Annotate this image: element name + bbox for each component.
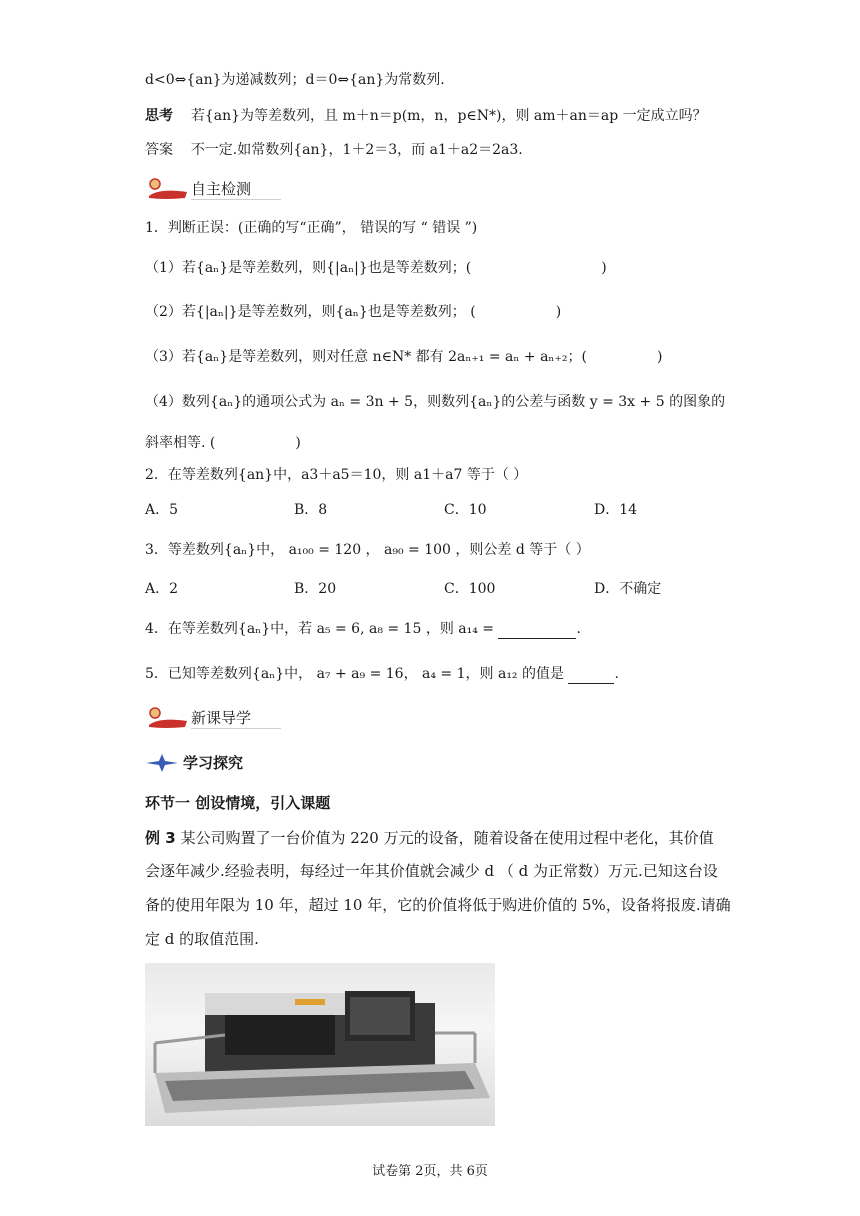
star-icon (145, 753, 179, 773)
example-line-4: 定 d 的取值范围. (145, 930, 259, 948)
question-3-stem: 3．等差数列{aₙ}中， a₁₀₀ = 120 ， a₉₀ = 100 ，则公差 d 等于（ ） (145, 542, 590, 558)
think-text: 若{an}为等差数列，且 m＋n＝p(m，n，p∈N*)，则 am＋an＝ap 一定成立吗？ (190, 108, 707, 124)
question-4 (145, 619, 581, 639)
q4-tail: . (576, 621, 581, 637)
example-label: 例 3 (145, 829, 176, 847)
section-title: 自主检测 (191, 178, 281, 200)
example-line-3: 备的使用年限为 10 年，超过 10 年，它的价值将低于购进价值的 5%，设备将报废.请确 (145, 896, 731, 914)
example-line-2: 会逐年减少.经验表明，每经过一年其价值就会减少 d （ d 为正常数）万元.已知这台设 (145, 862, 718, 880)
answer-text: 不一定.如常数列{an}，1＋2＝3，而 a1＋a2＝2a3. (190, 142, 523, 158)
think-label: 思考 (145, 108, 173, 124)
section-badge-icon (145, 176, 189, 202)
q3-option-d: D．不确定 (594, 581, 662, 597)
q5-tail: . (614, 666, 619, 682)
q3-option-a: A．2 (145, 581, 179, 597)
explore-header (145, 753, 243, 773)
page-footer: 试卷第 2页，共 6页 (372, 1164, 488, 1179)
q3-option-b: B．20 (294, 581, 337, 597)
explore-title: 学习探究 (183, 754, 244, 772)
q1-item-3: （3）若{aₙ}是等差数列，则对任意 n∈N* 都有 2aₙ₊₁ = aₙ + aₙ₊₂；( ) (145, 349, 663, 365)
question-5 (145, 664, 619, 684)
q2-option-a: A．5 (145, 502, 179, 518)
part-1-title: 环节一 创设情境，引入课题 (145, 794, 331, 812)
question-1-stem: 1．判断正误：(正确的写“正确”， 错误的写 “ 错误 ”) (145, 220, 478, 236)
text-line: d<0⇔{an}为递减数列；d＝0⇔{an}为常数列. (145, 72, 445, 88)
q2-option-d: D．14 (594, 502, 638, 518)
example-line-1: 例 3 某公司购置了一台价值为 220 万元的设备，随着设备在使用过程中老化，其价值 (145, 829, 714, 847)
section-header-self-check (145, 176, 281, 202)
answer-line (145, 140, 523, 160)
section-title: 新课导学 (191, 707, 281, 729)
q1-item-4-cont: 斜率相等. ( ) (145, 435, 301, 451)
section-header-new-lesson (145, 705, 281, 731)
q4-answer-blank[interactable] (498, 622, 576, 639)
q1-item-2: （2）若{|aₙ|}是等差数列，则{aₙ}也是等差数列； ( ) (145, 304, 562, 320)
q2-option-c: C．10 (444, 502, 487, 518)
question-4-stem: 4．在等差数列{aₙ}中，若 a₅ = 6, a₈ = 15 ，则 a₁₄ = (145, 621, 495, 637)
q1-item-4: （4）数列{aₙ}的通项公式为 aₙ = 3n + 5，则数列{aₙ}的公差与函数 y = 3x + 5 的图象的 (145, 394, 726, 410)
q3-option-c: C．100 (444, 581, 496, 597)
think-line (145, 106, 707, 126)
question-2-stem: 2．在等差数列{an}中，a3＋a5＝10，则 a1＋a7 等于（ ） (145, 467, 528, 483)
q2-option-b: B．8 (294, 502, 328, 518)
q1-item-1: （1）若{aₙ}是等差数列，则{|aₙ|}也是等差数列；( ) (145, 260, 607, 276)
question-5-stem: 5．已知等差数列{aₙ}中， a₇ + a₉ = 16， a₄ = 1，则 a₁₂ 的值是 (145, 666, 564, 682)
section-badge-icon (145, 705, 189, 731)
q5-answer-blank[interactable] (568, 667, 614, 684)
machine-photo (145, 963, 495, 1126)
answer-label: 答案 (145, 142, 173, 158)
